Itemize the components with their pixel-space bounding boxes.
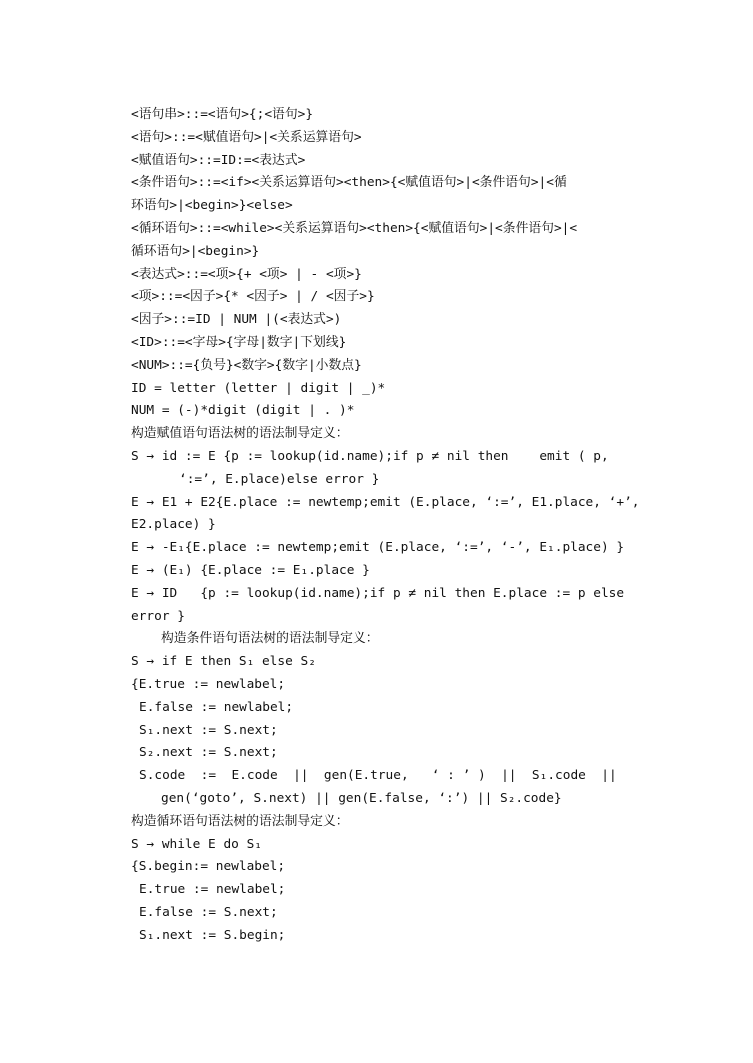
text-line: <语句>::=<赋值语句>|<关系运算语句> (131, 129, 362, 145)
text-line: <项>::=<因子>{* <因子> | / <因子>} (131, 289, 375, 305)
text-line: {S.begin:= newlabel; (131, 859, 286, 875)
text-line: S → id := E {p := lookup(id.name);if p ≠ nil then emit ( p, (131, 448, 609, 464)
text-line: gen(‘goto’, S.next) || gen(E.false, ‘:’) || S₂.code} (161, 790, 562, 806)
section-heading: 构造条件语句语法树的语法制导定义： (161, 631, 379, 647)
text-line: {E.true := newlabel; (131, 676, 286, 692)
text-line: S → if E then S₁ else S₂ (131, 654, 316, 670)
text-line: E → (E₁) {E.place := E₁.place } (131, 562, 370, 578)
text-line: E.false := newlabel; (139, 699, 294, 715)
text-line: <表达式>::=<项>{+ <项> | - <项>} (131, 266, 362, 282)
text-line: E.true := newlabel; (139, 882, 286, 898)
text-line: ‘:=’, E.place)else error } (179, 471, 380, 487)
section-heading: 构造循环语句语法树的语法制导定义： (131, 813, 349, 829)
text-line: E → ID {p := lookup(id.name);if p ≠ nil then E.place := p else (131, 585, 625, 601)
document-body (131, 104, 640, 947)
text-line: S₁.next := S.begin; (139, 927, 286, 943)
text-line: 环语句>|<begin>}<else> (131, 198, 293, 214)
text-line: E → E1 + E2{E.place := newtemp;emit (E.place, ‘:=’, E1.place, ‘+’, (131, 494, 640, 510)
text-line: error } (131, 608, 185, 624)
text-line: <ID>::=<字母>{字母|数字|下划线} (131, 334, 347, 350)
text-line: S₂.next := S.next; (139, 745, 278, 761)
text-line: ID = letter (letter | digit | _)* (131, 380, 386, 396)
text-line: <因子>::=ID | NUM |(<表达式>) (131, 312, 342, 328)
text-line: <条件语句>::=<if><关系运算语句><then>{<赋值语句>|<条件语句>|<循 (131, 175, 567, 191)
text-line: NUM = (-)*digit (digit | . )* (131, 403, 355, 419)
text-line: S₁.next := S.next; (139, 722, 278, 738)
text-line: <循环语句>::=<while><关系运算语句><then>{<赋值语句>|<条件语句>|< (131, 220, 578, 236)
text-line: S.code := E.code || gen(E.true, ‘ : ’ ) || S₁.code || (139, 768, 617, 784)
text-line: <NUM>::={负号}<数字>{数字|小数点} (131, 357, 362, 373)
text-line: <赋值语句>::=ID:=<表达式> (131, 152, 306, 168)
text-line: 循环语句>|<begin>} (131, 243, 260, 259)
text-line: E2.place) } (131, 517, 216, 533)
text-line: E.false := S.next; (139, 904, 278, 920)
text-line: E → -E₁{E.place := newtemp;emit (E.place, ‘:=’, ‘-’, E₁.place) } (131, 540, 625, 556)
section-heading: 构造赋值语句语法树的语法制导定义： (131, 426, 349, 442)
text-line: <语句串>::=<语句>{;<语句>} (131, 107, 314, 122)
text-line: S → while E do S₁ (131, 836, 262, 852)
